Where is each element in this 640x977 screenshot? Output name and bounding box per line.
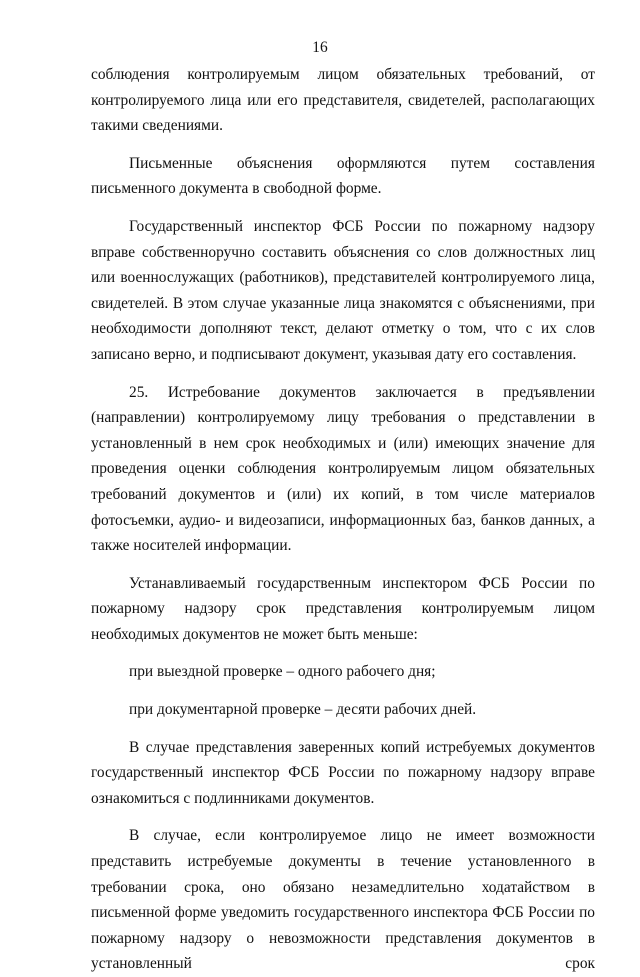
document-body bbox=[91, 62, 595, 977]
paragraph-impossibility: В случае, если контролируемое лицо не имеет возможности представить истребуемые документы в течение установленного в требовании срока, оно обязано незамедлительно ходатайством в письменной форме уведомить государственного инспектора ФСБ России по пожарному надзору о невозможности представления документов в установленный срок bbox=[91, 827, 595, 973]
paragraph-certified-copies: В случае представления заверенных копий истребуемых документов государственный инспектор ФСБ России по пожарному надзору вправе ознакомиться с подлинниками документов. bbox=[91, 738, 595, 807]
page-number: 16 bbox=[312, 39, 328, 56]
paragraph-written-explanations: Письменные объяснения оформляются путем составления письменного документа в свободной форме. bbox=[91, 154, 595, 198]
list-item-onsite-inspection: при выездной проверке – одного рабочего дня; bbox=[129, 663, 436, 681]
paragraph-item-25: 25. Истребование документов заключается в предъявлении (направлении) контролируемому лицу требования о представлении в установленный в нем срок необходимых и (или) имеющих значение для проведения оценки соблюдения контролируемым лицом обязательных требований документов и (или) их копий, в том числе материалов фотосъемки, аудио- и видеозаписи, информационных баз, банков данных, а также носителей информации. bbox=[91, 383, 595, 555]
paragraph-inspector-explanations: Государственный инспектор ФСБ России по пожарному надзору вправе собственноручно составить объяснения со слов должностных лиц или военнослужащих (работников), представителей контролируемого лица, свидетелей. В этом случае указанные лица знакомятся с объяснениями, при необходимости дополняют текст, делают отметку о том, что с их слов записано верно, и подписывают документ, указывая дату его составления. bbox=[91, 217, 595, 363]
list-item-documentary-inspection: при документарной проверке – десяти рабочих дней. bbox=[129, 701, 477, 719]
paragraph-deadline: Устанавливаемый государственным инспектором ФСБ России по пожарному надзору срок представления контролируемым лицом необходимых документов не может быть меньше: bbox=[91, 574, 595, 643]
paragraph-continuation: соблюдения контролируемым лицом обязательных требований, от контролируемого лица или его представителя, свидетелей, располагающих такими сведениями. bbox=[91, 66, 595, 135]
